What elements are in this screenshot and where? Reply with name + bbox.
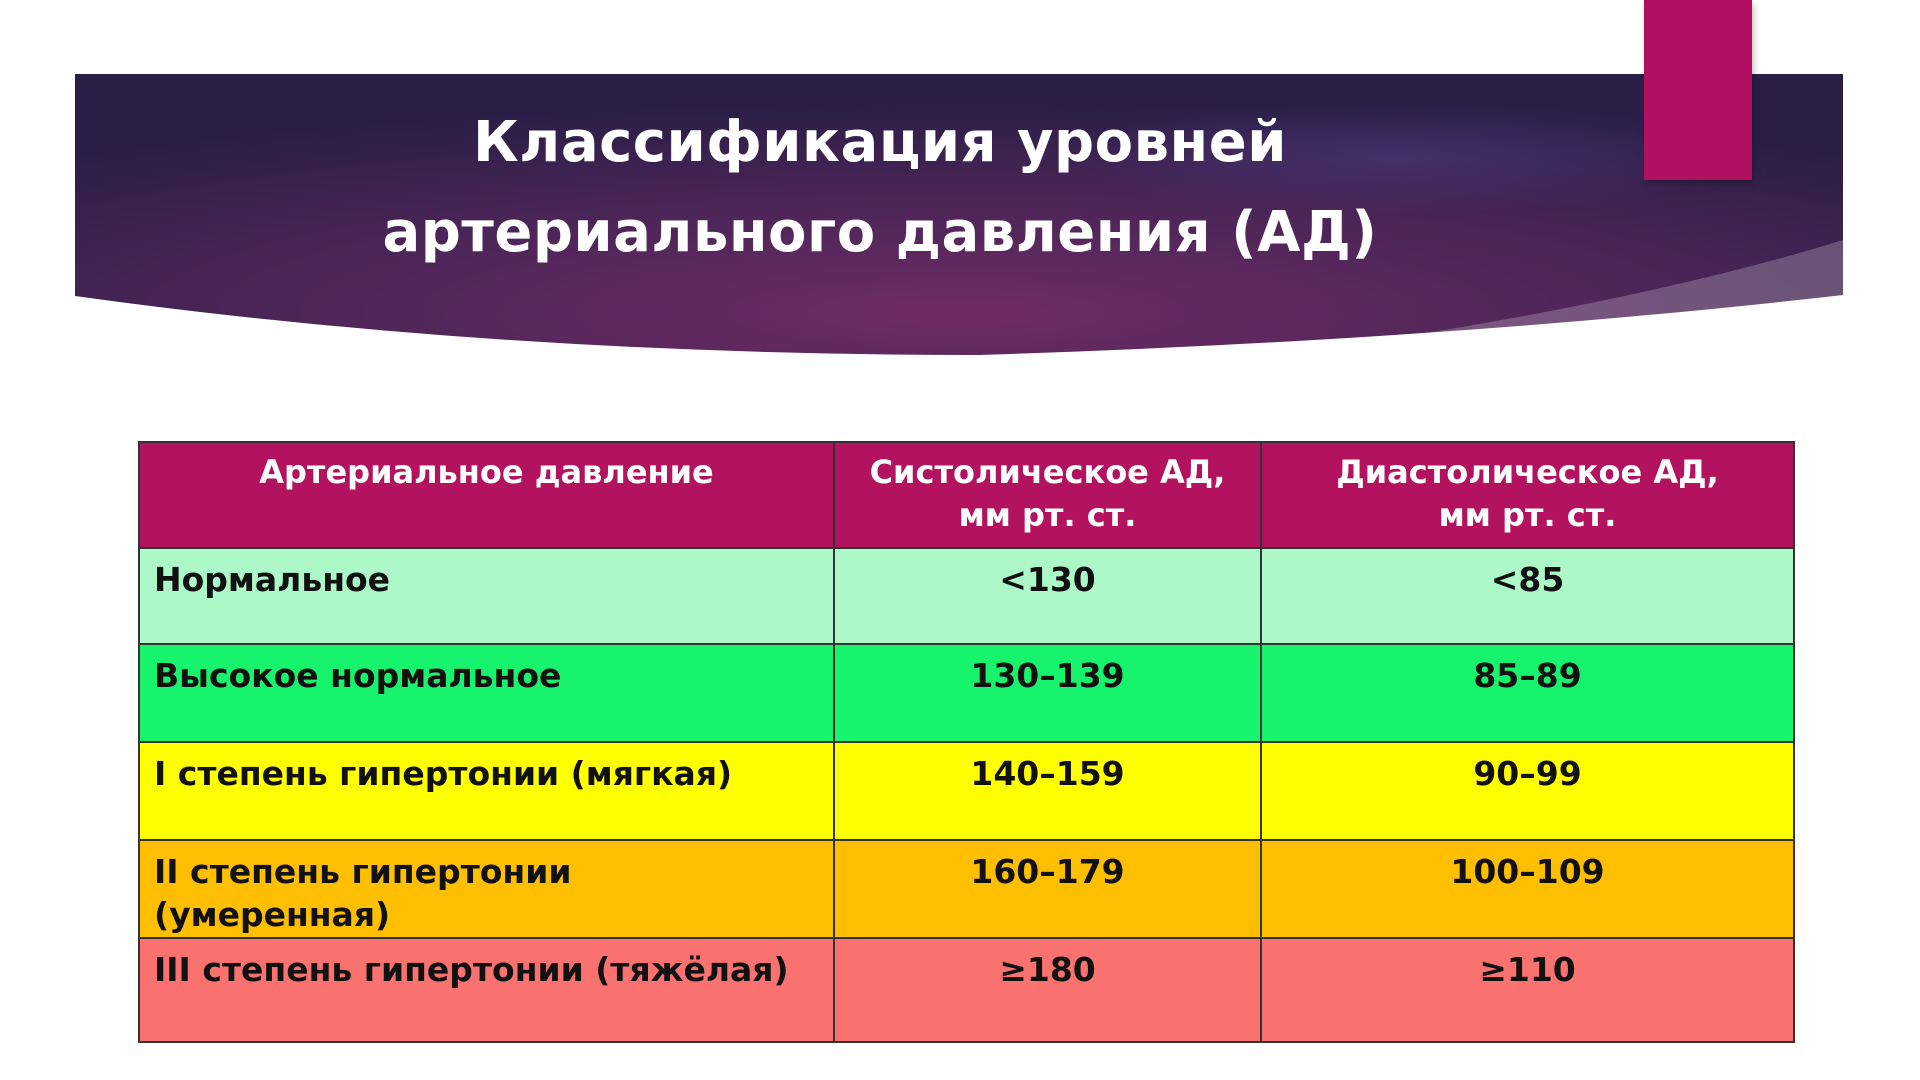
slide-title [240,98,1520,277]
table-row [139,742,1794,840]
accent-tab [1644,0,1752,180]
diastolic-cell: <85 [1261,548,1794,644]
systolic-cell: ≥180 [834,938,1261,1042]
category-cell: II степень гипертонии (умеренная) [139,840,834,938]
header-systolic-line1: Систолическое АД, [869,453,1226,491]
systolic-cell: 130–139 [834,644,1261,742]
header-diastolic [1261,442,1794,548]
category-cell: Высокое нормальное [139,644,834,742]
title-line-1: Классификация уровней [473,110,1287,175]
header-diastolic-line2: мм рт. ст. [1438,496,1617,535]
diastolic-cell: 85–89 [1261,644,1794,742]
category-cell: I степень гипертонии (мягкая) [139,742,834,840]
blood-pressure-table [138,441,1795,1043]
diastolic-cell: 100–109 [1261,840,1794,938]
diastolic-cell: 90–99 [1261,742,1794,840]
header-category [139,442,834,548]
systolic-cell: 160–179 [834,840,1261,938]
table-row [139,548,1794,644]
diastolic-cell: ≥110 [1261,938,1794,1042]
category-cell: III степень гипертонии (тяжёлая) [139,938,834,1042]
table-row [139,840,1794,938]
systolic-cell: <130 [834,548,1261,644]
category-cell: Нормальное [139,548,834,644]
title-line-2: артериального давления (АД) [382,199,1378,265]
header-category-label: Артериальное давление [259,453,714,491]
header-systolic-line2: мм рт. ст. [958,496,1137,535]
table-row [139,644,1794,742]
table-row [139,938,1794,1042]
table-header-row [139,442,1794,548]
header-diastolic-line1: Диастолическое АД, [1336,453,1719,491]
header-systolic [834,442,1261,548]
systolic-cell: 140–159 [834,742,1261,840]
